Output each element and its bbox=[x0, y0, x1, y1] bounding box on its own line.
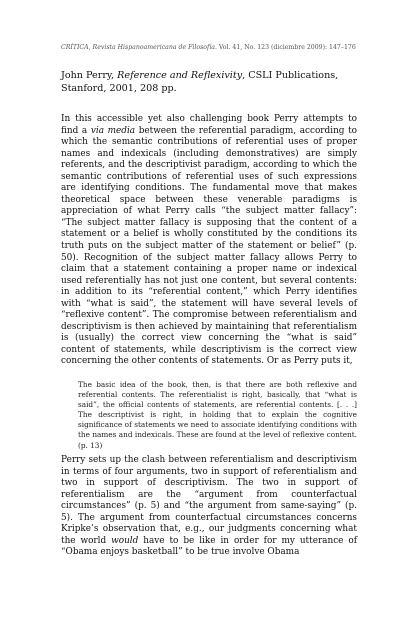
block-quote-text: The basic idea of the book, then, is that there are both reflexive and referential contents. The referentialist is right, basically, that “what is said”, the official contents of statements, are referential contents. [. . .] The descriptivist is right, in holding that to explain the cognitive significance of statements we need to associate identifying conditions with the names and indexicals. These are found at the level of reflexive content. (p. 13) bbox=[78, 380, 357, 450]
paragraph-2-emphasis: would bbox=[111, 535, 139, 546]
running-header bbox=[61, 44, 361, 52]
review-citation bbox=[61, 69, 357, 95]
book-title: Reference and Reflexivity bbox=[117, 70, 243, 81]
issue-details: Vol. 41, No. 123 (diciembre 2009): 147–176 bbox=[218, 44, 356, 51]
body-paragraph-1 bbox=[61, 114, 357, 368]
paragraph-1-text-b: between the referential paradigm, according to which the semantic contributions of referential uses of proper names and indexicals (including demonstratives) are simply referents, and the descriptivist paradigm, according to which the semantic contributions of referential uses of such expressions are identifying conditions. The fundamental move that makes theoretical space between these venerable paradigms is appreciation of what Perry calls “the subject matter fallacy”: “The subject matter fallacy is supposing that the content of a statement or a belief is wholly constituted by the conditions its truth puts on the subject matter of the statement or belief” (p. 50). Recognition of the subject matter fallacy allows Perry to claim that a statement containing a proper name or indexical used referentially has not just one content, but several contents: in addition to its “referential content,” which Perry identifies with “what is said”, the statement will have several levels of “reflexive content”. The compromise between referentialism and descriptivism is then achieved by maintaining that referentialism is (usually) the correct view concerning the “what is said” content of statements, while descriptivism is the correct view concerning the other contents of statements. Or as Perry puts it, bbox=[61, 125, 357, 367]
journal-name: CRÍTICA, Revista Hispanoamericana de Filosofía. bbox=[61, 44, 217, 51]
block-quote bbox=[78, 380, 357, 451]
book-publication-info: , CSLI Publications, Stanford, 2001, 208 pp. bbox=[61, 70, 339, 94]
body-paragraph-2 bbox=[61, 455, 357, 559]
paragraph-2-text-b: have to be like in order for my utterance of “Obama enjoys basketball” to be true involve Obama bbox=[61, 535, 357, 558]
paragraph-1-emphasis: via media bbox=[90, 125, 136, 136]
paragraph-2-text-a: Perry sets up the clash between referentialism and descriptivism in terms of four arguments, two in support of referentialism and two in support of descriptivism. The two in support of referentialism are the “argument from counterfactual circumstances” (p. 5) and “the argument from same-saying” (p. 5). The argument from counterfactual circumstances concerns Kripke’s observation that, e.g., our judgments concerning what the world bbox=[61, 455, 357, 546]
paragraph-1-text-a: In this accessible yet also challenging book Perry attempts to find a bbox=[61, 114, 357, 136]
book-author: John Perry, bbox=[61, 70, 115, 81]
